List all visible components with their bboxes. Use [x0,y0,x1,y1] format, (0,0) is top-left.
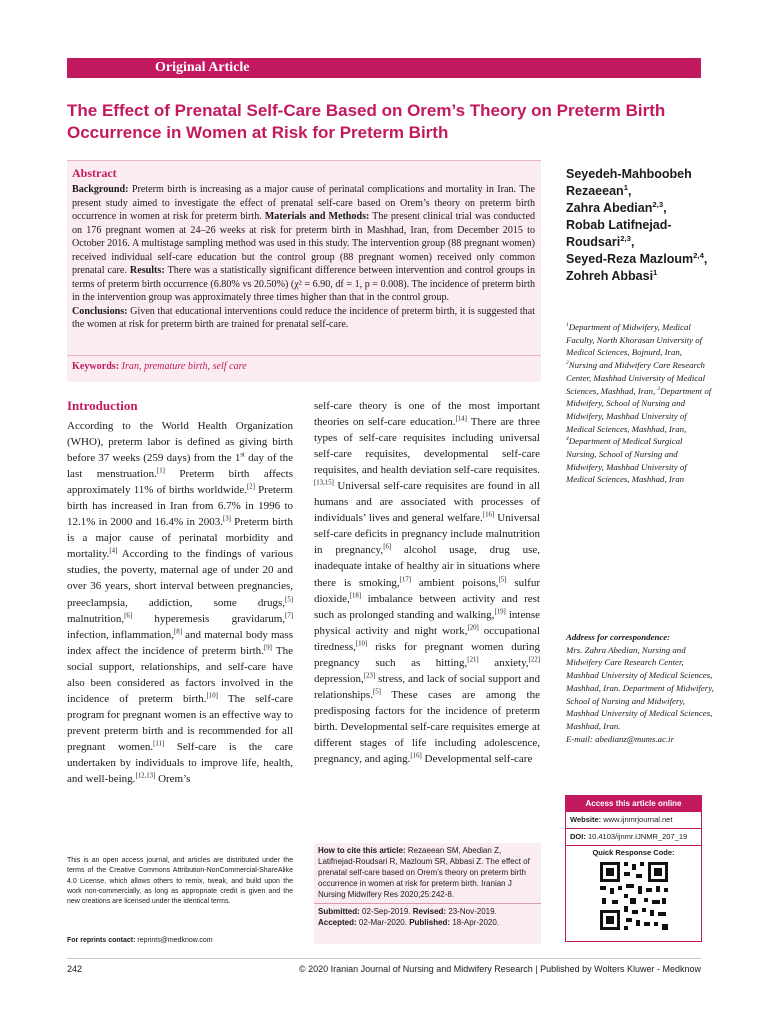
cite-text: Rezaeean SM, Abedian Z, Latifnejad-Roudsari R, Mazloum SR, Abbasi Z. The effect of prenatal self-care based on Orem’s theory on preterm birth occurrence in women at risk for preterm birth. Iranian J Nursing Midwifery Res 2020;25:242-8. [318,846,530,899]
citation-ref[interactable]: [17] [399,575,412,583]
correspondence-heading: Address for correspondence: [566,632,671,642]
reprints-contact: For reprints contact: reprints@medknow.com [67,937,213,944]
dates-line-2: Accepted: 02-Mar-2020. Published: 18-Apr-2020. [318,918,500,927]
citation-ref[interactable]: [2] [247,483,255,491]
keywords-divider [67,355,541,356]
author: Seyedeh-Mahboobeh Rezaeean$^1$, [566,167,692,198]
author-list [566,166,716,285]
results-label: Results: [129,265,165,277]
citation-ref[interactable]: [19] [494,607,506,615]
citation-ref[interactable]: [4] [109,547,118,555]
access-heading: Access this article online [566,796,701,812]
abstract-box [67,160,541,382]
citation-ref[interactable]: [21] [467,656,479,664]
doi-link[interactable]: 10.4103/ijnmr.IJNMR_207_19 [587,832,688,841]
footer-divider [67,958,701,959]
citation-ref[interactable]: [12,13] [135,772,156,780]
citation-box [314,843,541,944]
dates-line-1: Submitted: 02-Sep-2019. Revised: 23-Nov-2019. [318,907,497,916]
reprints-email[interactable]: reprints@medknow.com [137,937,213,944]
citation-ref[interactable]: [11] [153,740,165,748]
citation-ref[interactable]: [10] [206,692,218,700]
doi-row: DOI: 10.4103/ijnmr.IJNMR_207_19 [566,829,701,846]
footer-copyright: © 2020 Iranian Journal of Nursing and Midwifery Research | Published by Wolters Kluwer - Medknow [299,964,701,974]
citation-ref[interactable]: [9] [263,644,272,651]
cite-divider [314,903,541,904]
citation-ref[interactable]: [23] [363,672,376,680]
keywords-text: Iran, premature birth, self care [121,361,247,372]
page-number: 242 [67,964,83,974]
citation-ref[interactable]: [6] [124,611,133,619]
author: Zahra Abedian$^{2,3}$, [566,199,667,215]
qr-label: Quick Response Code: [592,848,675,857]
abstract-heading: Abstract [72,166,117,180]
website-row: Website: www.ijnmrjournal.net [566,812,701,829]
citation-ref[interactable]: [7] [285,611,293,619]
article-type: Original Article [155,60,250,75]
citation-ref[interactable]: [16] [482,511,495,519]
background-text: Preterm birth is increasing as a major cause of perinatal complications and mortality in Iran. The present study aimed to investigate the effect of prenatal self-care based on Orem’s theory on preterm birth occurrence in women at risk for preterm birth. [72,184,535,223]
correspondence-email[interactable]: E-mail: abedianz@mums.ac.ir [566,733,675,744]
citation-ref[interactable]: [6] [383,543,392,551]
methods-label: Materials and Methods: [264,211,370,223]
citation-ref[interactable]: [16] [410,752,422,760]
author: Seyed-Reza Mazloum$^{2,4}$, [566,250,708,266]
affiliations: $^1$Department of Midwifery, Medical Faculty, North Khorasan University of Medical Sciences, Bojnurd, Iran, $^2$Nursing and Midwifery Care Research Center, Mashhad University of Medical Sciences, Mashhad, Iran, $^3$Department of Midwifery, School of Nursing and Midwifery, Mashhad University of Medical Sciences, Mashhad, Iran, $^4$Department of Medical Surgical Nursing, School of Nursing and Midwifery, Mashhad University of Medical Sciences, Mashhad, Iran [566,322,712,485]
citation-ref[interactable]: [18] [349,591,362,599]
citation-ref[interactable]: [8] [174,627,182,635]
website-link[interactable]: www.ijnmrjournal.net [603,815,673,824]
results-text: There was a statistically significant difference between intervention and control groups in terms of preterm birth occurrence (6.80% vs 20.50%) (χ² = 6.90, df = 1, p = 0.008). The incidence of preterm birth in the intervention group was approximately three times higher than that in the control group. [72,265,535,304]
license-notice: This is an open access journal, and articles are distributed under the terms of the Creative Commons Attribution-NonCommercial-ShareAlike 4.0 License, which allows others to remix, tweak, and build upon the work non-commercially, as long as appropriate credit is given and the new creations are licensed under the identical terms. [67,857,293,906]
citation-ref[interactable]: [22] [528,656,540,664]
access-article-box [565,795,702,942]
citation-ref[interactable]: [3] [222,515,231,523]
citation-ref[interactable]: [10] [355,640,368,648]
citation-ref[interactable]: [20] [467,624,479,631]
cite-label: How to cite this article: [318,846,406,855]
background-label: Background: [72,184,129,195]
keywords-label: Keywords: [72,361,120,372]
abstract-body [72,183,535,332]
correspondence-body: Mrs. Zahra Abedian, Nursing and Midwifery Care Research Center, Mashhad University of Medical Sciences, Mashhad, Iran. Department of Midwifery, School of Nursing and Midwifery, Mashhad University of Medical Sciences, Mashhad, Iran. [566,644,714,731]
author: Robab Latifnejad-Roudsari$^{2,3}$, [566,218,672,249]
article-type-banner [67,58,701,78]
conclusions-label: Conclusions: [72,305,128,317]
citation-ref[interactable]: [5] [372,688,381,696]
citation-ref[interactable]: [1] [156,467,165,475]
article-title: The Effect of Prenatal Self-Care Based on Orem’s Theory on Preterm Birth Occurrence in Women at Risk for Preterm Birth [67,101,666,142]
introduction-heading: Introduction [67,398,138,413]
citation-ref[interactable]: [5] [498,575,507,583]
citation-ref[interactable]: [14] [455,415,467,423]
author: Zohreh Abbasi$^1$ [566,267,658,283]
conclusions-text: Given that educational interventions could reduce the incidence of preterm birth, it is suggested that the women at risk for preterm birth are trained for prenatal self-care. [72,305,536,331]
citation-ref[interactable]: [13,15] [314,479,334,487]
qr-code-icon[interactable] [598,860,670,932]
methods-text: The present clinical trial was conducted on 176 pregnant women at 24–26 weeks at risk for preterm birth in Mashhad, Iran, from December 2015 to October 2016. A multistage sampling method was used in this study. The intervention group (88 pregnant women) received individual self-care education but the control group (88 pregnant women) received only common prenatal care. [72,211,535,277]
citation-ref[interactable]: [5] [285,595,293,603]
intro-column-2: self-care theory is one of the most important theories on self-care education.[14] There are three types of self-care requisites including universal self-care requisites, developmental self-care requisites, and health deviation self-care requisites.[13,15] Universal self-care requisites are found in all humans and are associated with processes of individuals’ lives and general welfare.[16] Universal self-care deficits in pregnancy include malnutrition in pregnancy,[6] alcohol usage, drug use, inadequate intake of healthy air in situations where there is smoking,[17] ambient poisons,[5] sulfur dioxide,[18] imbalance between activity and rest such as prolonged standing and walking,[19] intense physical activity and night work,[20] occupational tiredness,[10] risks for pregnant women during pregnancy such as hitting,[21] anxiety,[22] depression,[23] stress, and lack of social support and relationships.[5] These cases are among the predisposing factors for the incidence of preterm birth. Developmental self-care requisites emerge at different stages of life including adolescence, pregnancy, and aging.[16] Developmental self-care [314,400,541,766]
keywords [72,361,247,372]
correspondence [566,631,716,745]
intro-column-1: According to the World Health Organization (WHO), preterm labor is defined as giving birth before 37 weeks (259 days) from the 1st day of the last menstruation.[1] Preterm birth affects approximately 11% of births worldwide.[2] Preterm birth has increased in Iran from 6.7% in 1996 to 12.1% in 2000 and 16.4% in 2003.[3] Preterm birth is a major cause of perinatal morbidity and mortality.[4] According to the findings of various studies, the poverty, maternal age of under 20 and over 36 years, short interval between pregnancies, preeclampsia, addiction, some drugs,[5] malnutrition,[6] hyperemesis gravidarum,[7] infection, inflammation,[8] and maternal body mass index affect the incidence of preterm birth.[9] The social support, relationships, and self-care have also been considered as factors involved in the incidence of preterm birth.[10] The self-care program for pregnant women is an effective way to prevent preterm birth and is recommended for all pregnant women.[11] Self-care is the care undertaken by individuals to improve life, health, and well-being.[12,13] Orem’s [67,420,294,786]
